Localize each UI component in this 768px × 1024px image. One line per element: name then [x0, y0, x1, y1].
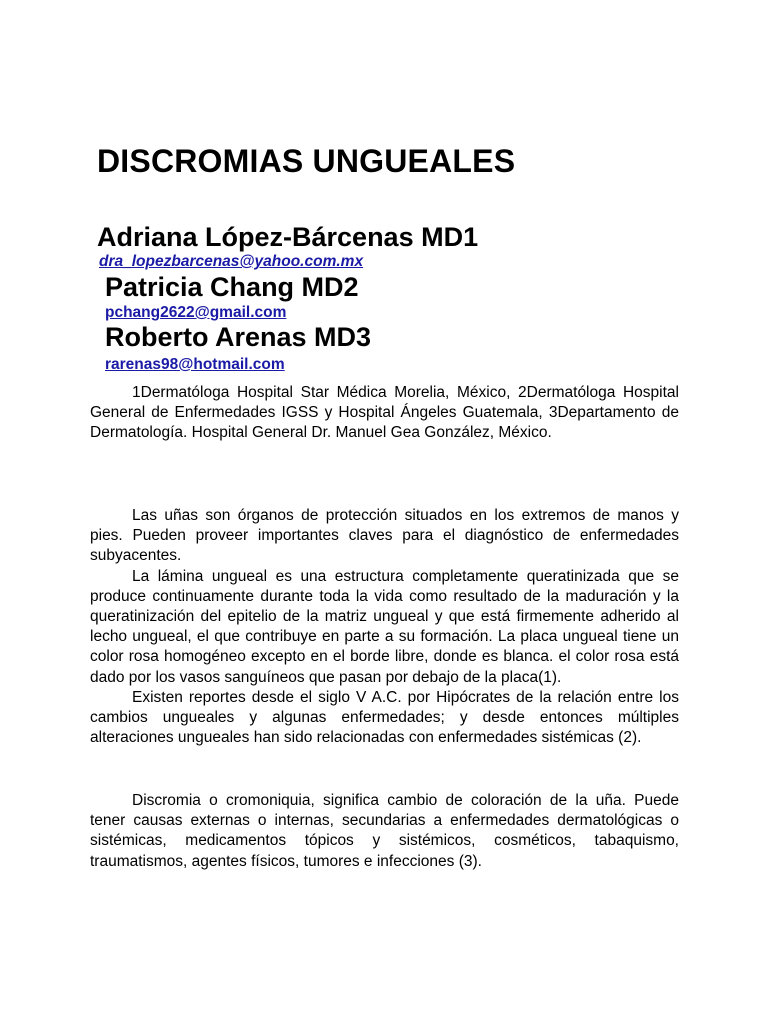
affiliations-paragraph: 1Dermatóloga Hospital Star Médica Morelia, México, 2Dermatóloga Hospital General de Enfermedades IGSS y Hospital Ángeles Guatemala, 3Departamento de Dermatología. Hospital General Dr. Manuel Gea González, México.: [90, 384, 679, 442]
author-email-link[interactable]: rarenas98@hotmail.com: [105, 356, 285, 373]
author-email-link[interactable]: dra_lopezbarcenas@yahoo.com.mx: [99, 253, 364, 270]
author-email-link[interactable]: pchang2622@gmail.com: [105, 304, 287, 321]
body-paragraph: Existen reportes desde el siglo V A.C. por Hipócrates de la relación entre los cambios ungueales y algunas enfermedades; y desde entonces múltiples alteraciones ungueales han sido relacionadas con enfermedades sistémicas (2).: [90, 688, 679, 747]
body-text-block: [90, 791, 679, 872]
document-title: DISCROMIAS UNGUEALES: [97, 143, 516, 179]
affiliations-block: [90, 383, 679, 444]
body-paragraph: Las uñas son órganos de protección situados en los extremos de manos y pies. Pueden proveer importantes claves para el diagnóstico de enfermedades subyacentes.: [90, 507, 679, 565]
author-name: Adriana López-Bárcenas MD1: [97, 222, 479, 252]
author-name: Roberto Arenas MD3: [105, 322, 372, 352]
author-name: Patricia Chang MD2: [105, 272, 359, 302]
body-text-block: [90, 506, 679, 748]
body-paragraph: La lámina ungueal es una estructura completamente queratinizada que se produce continuamente durante toda la vida como resultado de la maduración y la queratinización del epitelio de la matriz ungueal y que está firmemente adherido al lecho ungueal, el que contribuye en parte a su formación. La placa ungueal tiene un color rosa homogéneo excepto en el borde libre, donde es blanca. el color rosa está dado por los vasos sanguíneos que pasan por debajo de la placa(1).: [90, 567, 679, 686]
body-paragraph: Discromia o cromoniquia, significa cambio de coloración de la uña. Puede tener causas externas o internas, secundarias a enfermedades dermatológicas o sistémicas, medicamentos tópicos y sistémicos, cosméticos, tabaquismo, traumatismos, agentes físicos, tumores e infecciones (3).: [90, 792, 679, 870]
